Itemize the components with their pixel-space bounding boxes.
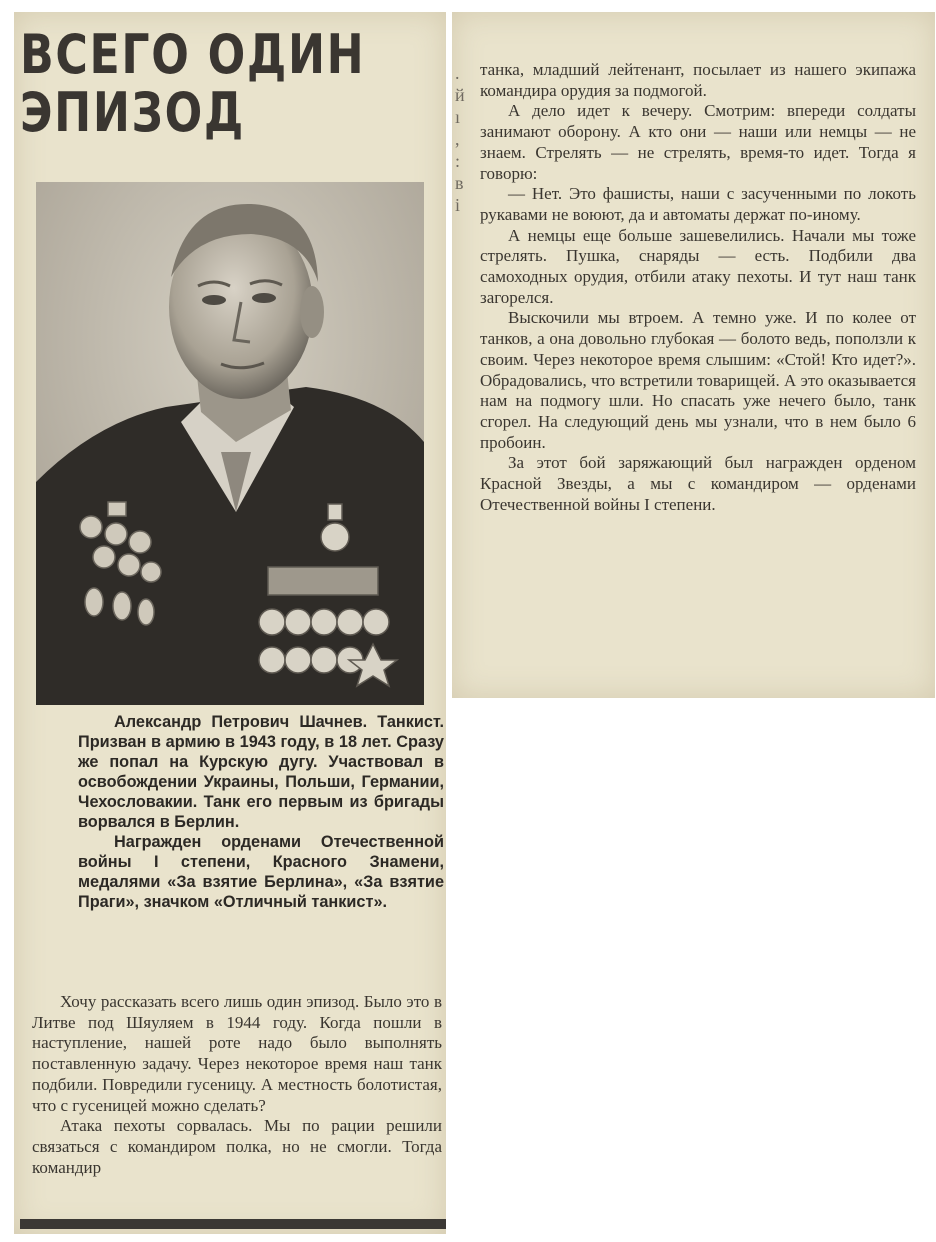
photo-caption xyxy=(78,712,444,912)
caption-bio: Александр Петрович Шачнев. Танкист. Призван в армию в 1943 году, в 18 лет. Сразу же попал на Курскую дугу. Участвовал в освобождении Украины, Польши, Германии, Чехословакии. Танк его первым из бригады ворвался в Берлин. xyxy=(78,713,444,831)
headline-line-2: ЭПИЗОД xyxy=(20,81,246,144)
article-paragraph: А немцы еще больше зашевелились. Начали мы тоже стрелять. Пушка, снаряды — есть. Подбили два самоходных орудия, отбили атаку пехоты. И тут наш танк загорелся. xyxy=(480,225,916,307)
article-column-right xyxy=(480,60,916,515)
portrait-photo xyxy=(36,182,424,705)
caption-awards: Награжден орденами Отечественной войны I степени, Красного Знамени, медалями «За взятие Берлина», «За взятие Праги», значком «Отличный танкист». xyxy=(78,833,444,911)
portrait-image xyxy=(36,182,424,705)
article-paragraph: А дело идет к вечеру. Смотрим: впереди солдаты занимают оборону. А кто они — наши или немцы — не знаем. Стрелять — не стрелять, время-то идет. Тогда я говорю: xyxy=(480,101,916,183)
article-paragraph: За этот бой заряжающий был награжден орденом Красной Звезды, а мы с командиром — орденами Отечественной войны I степени. xyxy=(480,453,916,514)
headline xyxy=(20,23,366,144)
article-paragraph: Выскочили мы втроем. А темно уже. И по колее от танков, а она довольно глубокая — болото ведь, поползли к своим. Через некоторое время слышим: «Стой! Кто идет?». Обрадовались, что встретили товарищей. А это оказывается нам на подмогу шли. Но спасать уже нечего было, танк сгорел. На следующий день мы узнали, что в нем было 6 пробоин. xyxy=(480,308,916,452)
headline-line-1: ВСЕГО ОДИН xyxy=(20,23,366,86)
article-paragraph: Атака пехоты сорвалась. Мы по рации решили связаться с командиром полка, но не смогли. Тогда командир xyxy=(32,1116,442,1177)
article-paragraph: — Нет. Это фашисты, наши с засученными по локоть рукавами не воюют, да и автоматы держат по-иному. xyxy=(480,184,916,224)
article-paragraph: Хочу рассказать всего лишь один эпизод. Было это в Литве под Шяуляем в 1944 году. Когда пошли в наступление, нашей роте надо было выполнять поставленную задачу. Через некоторое время наш танк подбили. Повредили гусеницу. А местность болотистая, что с гусеницей можно сделать? xyxy=(32,992,442,1115)
cut-margin-fragments: . й ı , : в і xyxy=(455,63,465,215)
article-paragraph: танка, младший лейтенант, посылает из нашего экипажа командира орудия за подмогой. xyxy=(480,60,916,100)
bottom-rule xyxy=(20,1219,446,1229)
article-column-left xyxy=(32,992,442,1178)
